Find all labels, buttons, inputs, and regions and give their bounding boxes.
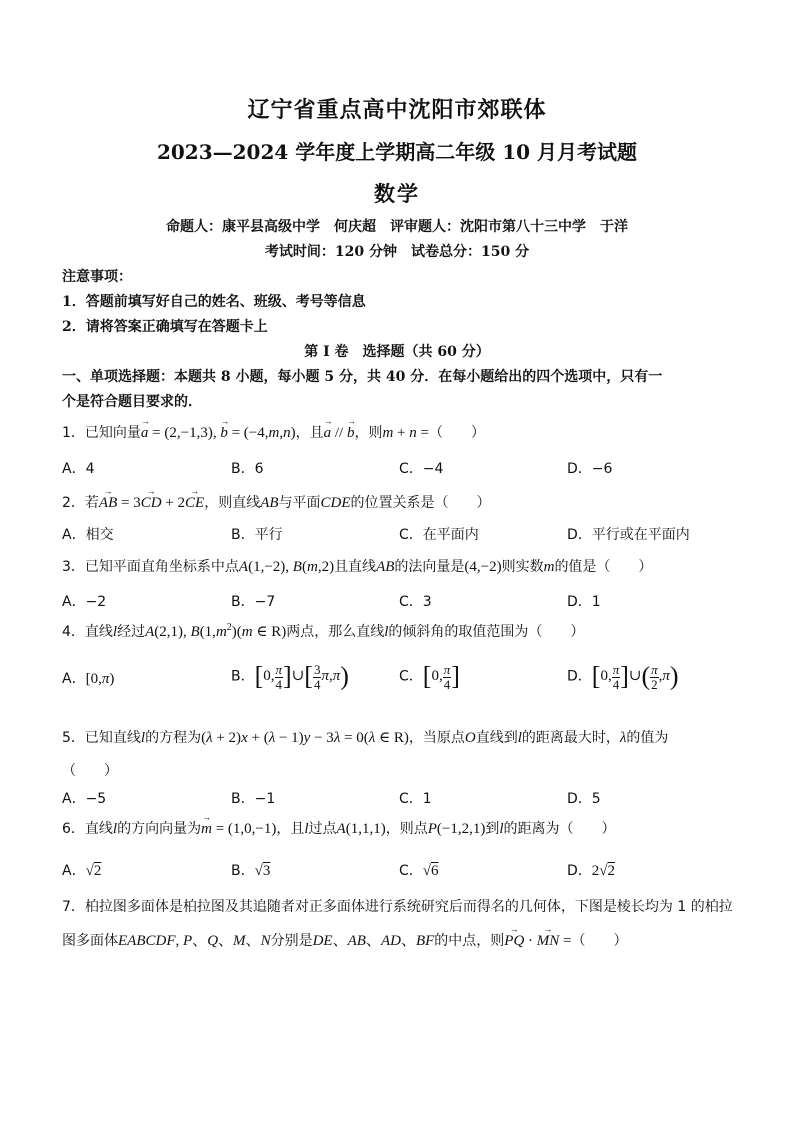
q1-option-a: A．4 <box>62 461 95 477</box>
q4-text-4: 的倾斜角的取值范围为（ ） <box>388 624 585 640</box>
q4-option-d: D．[0, $\frac{\pi}{4}$ ]∪( $\frac{\pi}{2}$ ,π) <box>567 661 679 692</box>
q3-text-2: 且直线 <box>334 559 377 575</box>
q4-text-3: 两点，那么直线 <box>286 624 385 640</box>
q4-option-a: A．[0,π) <box>62 671 115 687</box>
part1-heading: 第 I 卷 选择题（共 60 分） <box>304 344 490 360</box>
q6-text-6: 到 <box>485 821 500 837</box>
q6-option-b-formula: √3 <box>254 863 271 879</box>
q1-text-1: 已知向量 <box>84 425 141 441</box>
q1-text-2: ，且 <box>295 425 324 441</box>
q1-text-4: （ ） <box>428 425 485 441</box>
q7-text-3: 的中点，则 <box>434 933 505 949</box>
q2-text-1: 若 <box>84 495 99 511</box>
question-6 <box>62 818 616 838</box>
q5-option-d: D．5 <box>567 791 601 807</box>
q5-origin-o: O <box>464 730 476 746</box>
q5-answer-paren: （ ） <box>62 763 118 779</box>
notes-heading: 注意事项： <box>62 269 132 285</box>
q3-variable-m: m <box>543 559 555 575</box>
q7-midpoints: , P、Q、M、N <box>175 933 271 949</box>
q2-text-3: 与平面 <box>278 495 321 511</box>
q3-text-1: 已知平面直角坐标系中点 <box>84 559 239 575</box>
question-7-line2 <box>62 929 628 950</box>
q6-point-a: A(1,1,1) <box>336 821 386 837</box>
q4-formula-points: A(2,1), $B(1,m^2)(m$ ∈ R) <box>145 622 287 640</box>
q6-text-2: 的方向向量为 <box>117 821 202 837</box>
q7-text-4: （ ） <box>571 933 628 949</box>
q3-normal-vector: (4,−2) <box>464 559 502 575</box>
q7-dot-product: → PQ · → MN = <box>504 933 571 949</box>
q1-option-b: B．6 <box>231 461 264 477</box>
q4-option-c: C．[0, $\frac{\pi}{4}$ ] <box>399 661 460 692</box>
question-7-line1: 7．柏拉图多面体是柏拉图及其追随者对正多面体进行系统研究后而得名的几何体，下图是棱长均为 1 的柏拉 <box>62 899 733 915</box>
question-5 <box>62 727 668 747</box>
q2-number: 2． <box>62 495 85 511</box>
q3-option-b: B．−7 <box>231 594 276 610</box>
q3-text-3: 的法向量是 <box>394 559 465 575</box>
q5-line-l-2: l <box>517 730 522 746</box>
q6-point-p: P(−1,2,1) <box>427 821 486 837</box>
q5-option-b: B．−1 <box>231 791 276 807</box>
q4-line-l: l <box>112 624 118 640</box>
question-4 <box>62 621 584 641</box>
q6-option-c: C．√6 <box>399 863 439 879</box>
q3-line-ab: AB <box>376 559 395 575</box>
q3-option-a: A．−2 <box>62 594 107 610</box>
q4-number: 4． <box>62 624 85 640</box>
q5-text-1: 已知直线 <box>84 730 141 746</box>
q2-formula-vector-relation: → AB = 3→ CD + 2→ CE <box>99 495 204 511</box>
q6-line-l-2: l <box>304 821 309 837</box>
note-item-2: 2．请将答案正确填写在答题卡上 <box>62 319 268 335</box>
q6-text-4: 过点 <box>308 821 337 837</box>
q5-number: 5． <box>62 730 85 746</box>
exam-title-region: 辽宁省重点高中沈阳市郊联体 <box>247 97 547 123</box>
q4-line-l-2: l <box>384 624 389 640</box>
note-item-1: 1．答题前填写好自己的姓名、班级、考号等信息 <box>62 294 366 310</box>
q4-option-d-formula: [0, $\frac{\pi}{4}$ ]∪( $\frac{\pi}{2}$ ,π) <box>591 661 679 692</box>
q3-option-c: C．3 <box>399 594 432 610</box>
q4-option-b-formula: [0, $\frac{\pi}{4}$ ]∪[ $\frac{3}{4}$ π,π) <box>254 661 349 692</box>
q3-option-d: D．1 <box>567 594 601 610</box>
q1-number: 1． <box>62 425 85 441</box>
q6-option-c-formula: √6 <box>422 863 439 879</box>
q1-option-d: D．−6 <box>567 461 613 477</box>
q2-option-c: C．在平面内 <box>399 527 479 543</box>
q4-option-c-formula: [0, $\frac{\pi}{4}$ ] <box>422 661 460 692</box>
q7-text-2: 分别是 <box>270 933 313 949</box>
q3-formula-points: A(1,−2), B(m,2) <box>238 559 335 575</box>
q3-text-4: 则实数 <box>501 559 544 575</box>
section1-instructions-line2: 个是符合题目要求的． <box>62 394 202 410</box>
q4-text-2: 经过 <box>117 624 146 640</box>
question-3 <box>62 556 652 576</box>
q6-option-b: B．√3 <box>231 863 271 879</box>
q1-formula-sum: m + n = <box>382 425 429 441</box>
q6-text-3: ，且 <box>276 821 305 837</box>
q6-text-7: 的距离为（ ） <box>503 821 616 837</box>
q5-text-3: ，当原点 <box>408 730 465 746</box>
q2-option-d: D．平行或在平面内 <box>567 527 690 543</box>
q6-option-d: D．2√2 <box>567 863 616 879</box>
q2-text-2: ，则直线 <box>204 495 261 511</box>
q6-text-1: 直线 <box>84 821 113 837</box>
exam-title-term: 2023—2024 学年度上学期高二年级 10 月月考试题 <box>156 140 638 164</box>
q2-option-b: B．平行 <box>231 527 283 543</box>
question-2 <box>62 492 491 512</box>
exam-authors: 命题人：康平县高级中学 何庆超 评审题人：沈阳市第八十三中学 于洋 <box>166 219 628 235</box>
q6-line-l: l <box>112 821 118 837</box>
q6-line-l-3: l <box>499 821 504 837</box>
exam-info: 考试时间：120 分钟 试卷总分：150 分 <box>264 244 530 260</box>
q5-formula-equation: (λ + 2)x + (λ − 1)y − 3λ = 0(λ ∈ R) <box>201 730 409 746</box>
q5-text-6: 的值为 <box>626 730 669 746</box>
q2-plane-cde: CDE <box>320 495 351 511</box>
q1-formula-vectors: → a = (2,−1,3), → b = (−4,m,n) <box>141 425 296 441</box>
q6-text-5: ，则点 <box>385 821 428 837</box>
q5-text-5: 的距离最大时， <box>521 730 620 746</box>
q7-edges: DE、AB、AD、BF <box>312 933 435 949</box>
q2-line-ab: AB <box>260 495 279 511</box>
q2-text-4: 的位置关系是（ ） <box>350 495 491 511</box>
q3-text-5: 的值是（ ） <box>554 559 653 575</box>
q1-option-c: C．−4 <box>399 461 444 477</box>
q7-polyhedron: EABCDF <box>118 933 176 949</box>
q1-formula-parallel: → a // → b <box>324 425 355 441</box>
q5-lambda: λ <box>619 730 627 746</box>
q5-text-2: 的方程为 <box>145 730 202 746</box>
q6-option-a-formula: √2 <box>85 863 102 879</box>
q5-option-a: A．−5 <box>62 791 107 807</box>
section1-instructions-line1: 一、单项选择题：本题共 8 小题，每小题 5 分，共 40 分．在每小题给出的四个选项中，只有一 <box>62 369 663 385</box>
q5-line-l: l <box>140 730 146 746</box>
question-1 <box>62 422 485 442</box>
q2-option-a: A．相交 <box>62 527 114 543</box>
q5-text-4: 直线到 <box>475 730 518 746</box>
q6-option-a: A．√2 <box>62 863 102 879</box>
q6-option-d-formula: 2√2 <box>591 863 616 879</box>
q6-direction-vector: → m = (1,0,−1) <box>201 821 276 837</box>
exam-subject: 数学 <box>374 181 420 206</box>
q4-option-a-formula: [0,π) <box>85 671 115 687</box>
q1-text-3: ，则 <box>354 425 383 441</box>
q7-text-1: 图多面体 <box>62 933 118 949</box>
q5-option-c: C．1 <box>399 791 432 807</box>
q4-option-b: B．[0, $\frac{\pi}{4}$ ]∪[ $\frac{3}{4}$ π,π) <box>231 661 349 692</box>
q3-number: 3． <box>62 559 85 575</box>
q4-text-1: 直线 <box>84 624 113 640</box>
q6-number: 6． <box>62 821 85 837</box>
